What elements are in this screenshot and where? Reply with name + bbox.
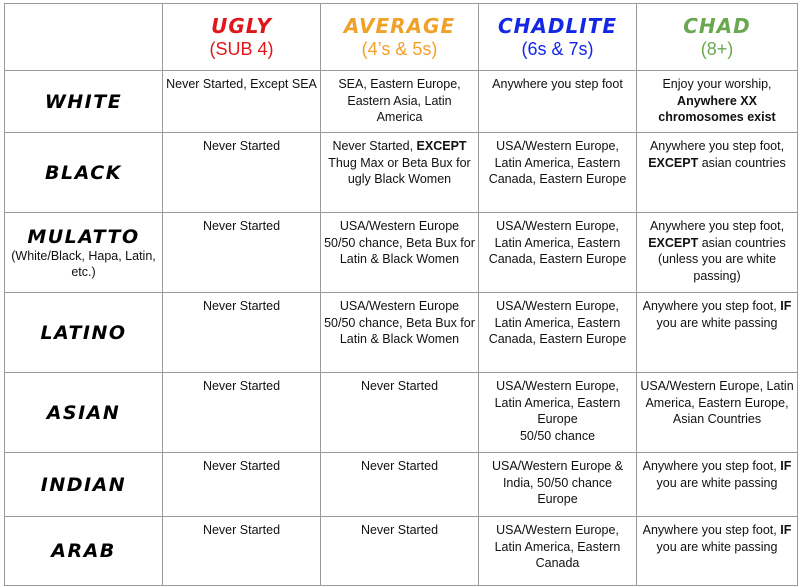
corner-cell xyxy=(5,4,163,71)
cell-mulatto-ugly: Never Started xyxy=(163,213,321,293)
row-header-indian xyxy=(5,453,163,517)
row-label: INDIAN xyxy=(40,473,127,496)
row-sublabel: (White/Black, Hapa, Latin, etc.) xyxy=(11,248,156,279)
row-label: WHITE xyxy=(44,90,123,113)
row-header-mulatto xyxy=(5,213,163,293)
header-ugly-sub: (SUB 4) xyxy=(209,39,274,59)
header-ugly xyxy=(163,4,321,71)
row-label: LATINO xyxy=(40,321,127,344)
cell-asian-ugly: Never Started xyxy=(163,373,321,453)
row-header-arab xyxy=(5,517,163,586)
cell-arab-chadlite: USA/Western Europe, Latin America, Eastern Canada xyxy=(479,517,637,586)
header-average-title: AVERAGE xyxy=(343,14,456,38)
cell-white-average: SEA, Eastern Europe, Eastern Asia, Latin America xyxy=(321,71,479,133)
cell-black-chadlite: USA/Western Europe, Latin America, Eastern Canada, Eastern Europe xyxy=(479,133,637,213)
header-chad-title: CHAD xyxy=(683,14,751,38)
header-chadlite-sub: (6s & 7s) xyxy=(521,39,594,59)
table-row xyxy=(5,293,798,373)
row-label: MULATTO xyxy=(27,225,140,248)
cell-black-chad: Anywhere you step foot, EXCEPT asian countries xyxy=(637,133,798,213)
header-chad xyxy=(637,4,798,71)
header-ugly-title: UGLY xyxy=(211,14,272,38)
cell-arab-average: Never Started xyxy=(321,517,479,586)
cell-mulatto-chadlite: USA/Western Europe, Latin America, Eastern Canada, Eastern Europe xyxy=(479,213,637,293)
cell-black-average: Never Started, EXCEPT Thug Max or Beta Bux for ugly Black Women xyxy=(321,133,479,213)
header-average-sub: (4’s & 5s) xyxy=(361,39,438,59)
cell-mulatto-average: USA/Western Europe 50/50 chance, Beta Bux for Latin & Black Women xyxy=(321,213,479,293)
cell-white-ugly: Never Started, Except SEA xyxy=(163,71,321,133)
cell-latino-chad: Anywhere you step foot, IF you are white passing xyxy=(637,293,798,373)
cell-latino-chadlite: USA/Western Europe, Latin America, Eastern Canada, Eastern Europe xyxy=(479,293,637,373)
row-header-asian xyxy=(5,373,163,453)
header-average xyxy=(321,4,479,71)
cell-asian-average: Never Started xyxy=(321,373,479,453)
row-label: ARAB xyxy=(51,540,116,562)
row-header-black xyxy=(5,133,163,213)
table-row xyxy=(5,213,798,293)
cell-latino-ugly: Never Started xyxy=(163,293,321,373)
cell-arab-chad: Anywhere you step foot, IF you are white passing xyxy=(637,517,798,586)
header-chadlite xyxy=(479,4,637,71)
table-row xyxy=(5,373,798,453)
cell-indian-ugly: Never Started xyxy=(163,453,321,517)
table-row xyxy=(5,133,798,213)
header-chadlite-title: CHADLITE xyxy=(498,14,617,38)
row-header-white xyxy=(5,71,163,133)
cell-indian-chad: Anywhere you step foot, IF you are white passing xyxy=(637,453,798,517)
table-row xyxy=(5,71,798,133)
cell-mulatto-chad: Anywhere you step foot, EXCEPT asian countries (unless you are white passing) xyxy=(637,213,798,293)
row-label: ASIAN xyxy=(46,401,121,424)
table-row xyxy=(5,453,798,517)
lookism-chart-table xyxy=(4,3,798,586)
cell-indian-chadlite: USA/Western Europe & India, 50/50 chance Europe xyxy=(479,453,637,517)
row-label: BLACK xyxy=(45,161,122,184)
cell-latino-average: USA/Western Europe 50/50 chance, Beta Bux for Latin & Black Women xyxy=(321,293,479,373)
header-chad-sub: (8+) xyxy=(700,39,734,59)
cell-asian-chad: USA/Western Europe, Latin America, Eastern Europe, Asian Countries xyxy=(637,373,798,453)
cell-white-chadlite: Anywhere you step foot xyxy=(479,71,637,133)
cell-black-ugly: Never Started xyxy=(163,133,321,213)
header-row xyxy=(5,4,798,71)
cell-indian-average: Never Started xyxy=(321,453,479,517)
row-header-latino xyxy=(5,293,163,373)
table-row xyxy=(5,517,798,586)
cell-white-chad: Enjoy your worship, Anywhere XX chromosomes exist xyxy=(637,71,798,133)
cell-arab-ugly: Never Started xyxy=(163,517,321,586)
cell-asian-chadlite: USA/Western Europe, Latin America, Eastern Europe 50/50 chance xyxy=(479,373,637,453)
